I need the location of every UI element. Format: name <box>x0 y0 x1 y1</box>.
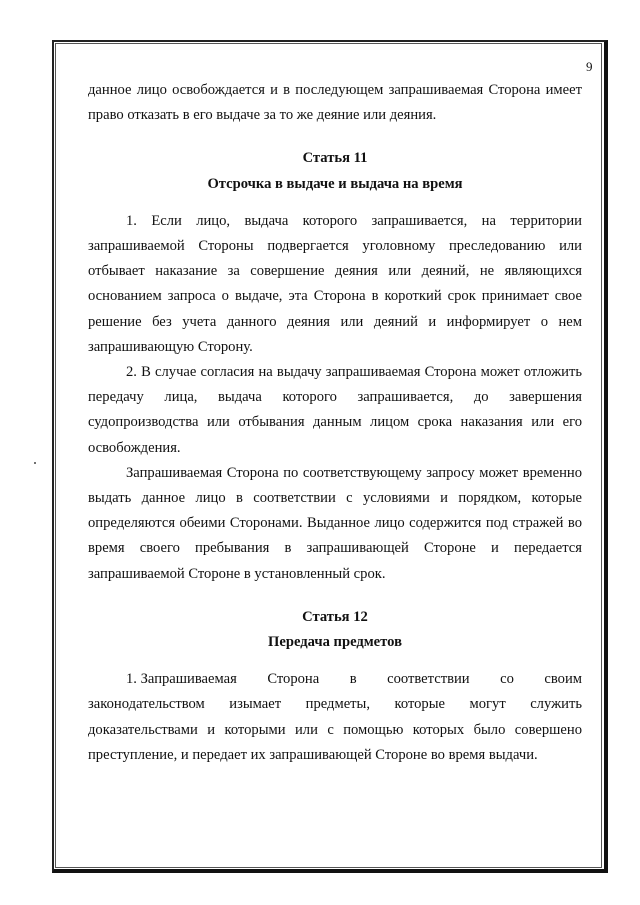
document-body <box>88 78 582 768</box>
word: Сторона <box>267 671 320 688</box>
article-12-paragraph-1-first-line <box>88 667 582 692</box>
word: со <box>500 671 514 688</box>
word: 1. Запрашиваемая <box>126 671 237 688</box>
article-12-number: Статья 12 <box>302 608 368 625</box>
article-11-paragraph-1: 1. Если лицо, выдача которого запрашивается, на территории запрашиваемой Стороны подвергается уголовному преследованию или отбывает наказание за совершение деяния или деяний, не являющихся основанием запроса о выдаче, эта Сторона в короткий срок принимает свое решение без учета данного деяния или деяний и информирует о нем запрашивающую Сторону. <box>88 212 582 355</box>
article-12-paragraph-1-rest: законодательством изымает предметы, которые могут служить доказательствами и которыми или с помощью которых было совершено преступление, и передает их запрашивающей Стороне во время выдачи. <box>88 696 582 763</box>
word: своим <box>544 671 582 688</box>
article-11-paragraph-2: 2. В случае согласия на выдачу запрашиваемая Сторона может отложить передачу лица, выдача которого запрашивается, до завершения судопроизводства или отбывания данным лицом срока наказания или его освобождения. <box>88 364 582 456</box>
article-11-paragraph-3: Запрашиваемая Сторона по соответствующему запросу может временно выдать данное лицо в соответствии с условиями и порядком, которые определяются обеими Сторонами. Выданное лицо содержится под стражей во время своего пребывания в запрашивающей Стороне и передается запрашиваемой Стороне в установленный срок. <box>88 464 582 582</box>
word: соответствии <box>387 671 470 688</box>
paragraph-continuation: данное лицо освобождается и в последующем запрашиваемая Сторона имеет право отказать в его выдаче за то же деяние или деяния. <box>88 82 582 124</box>
article-11-number: Статья 11 <box>302 150 368 167</box>
scan-speck <box>34 462 36 464</box>
word: в <box>349 671 357 688</box>
article-12-title: Передача предметов <box>268 634 402 651</box>
page-number: 9 <box>586 59 593 74</box>
article-11-title: Отсрочка в выдаче и выдача на время <box>207 175 463 192</box>
